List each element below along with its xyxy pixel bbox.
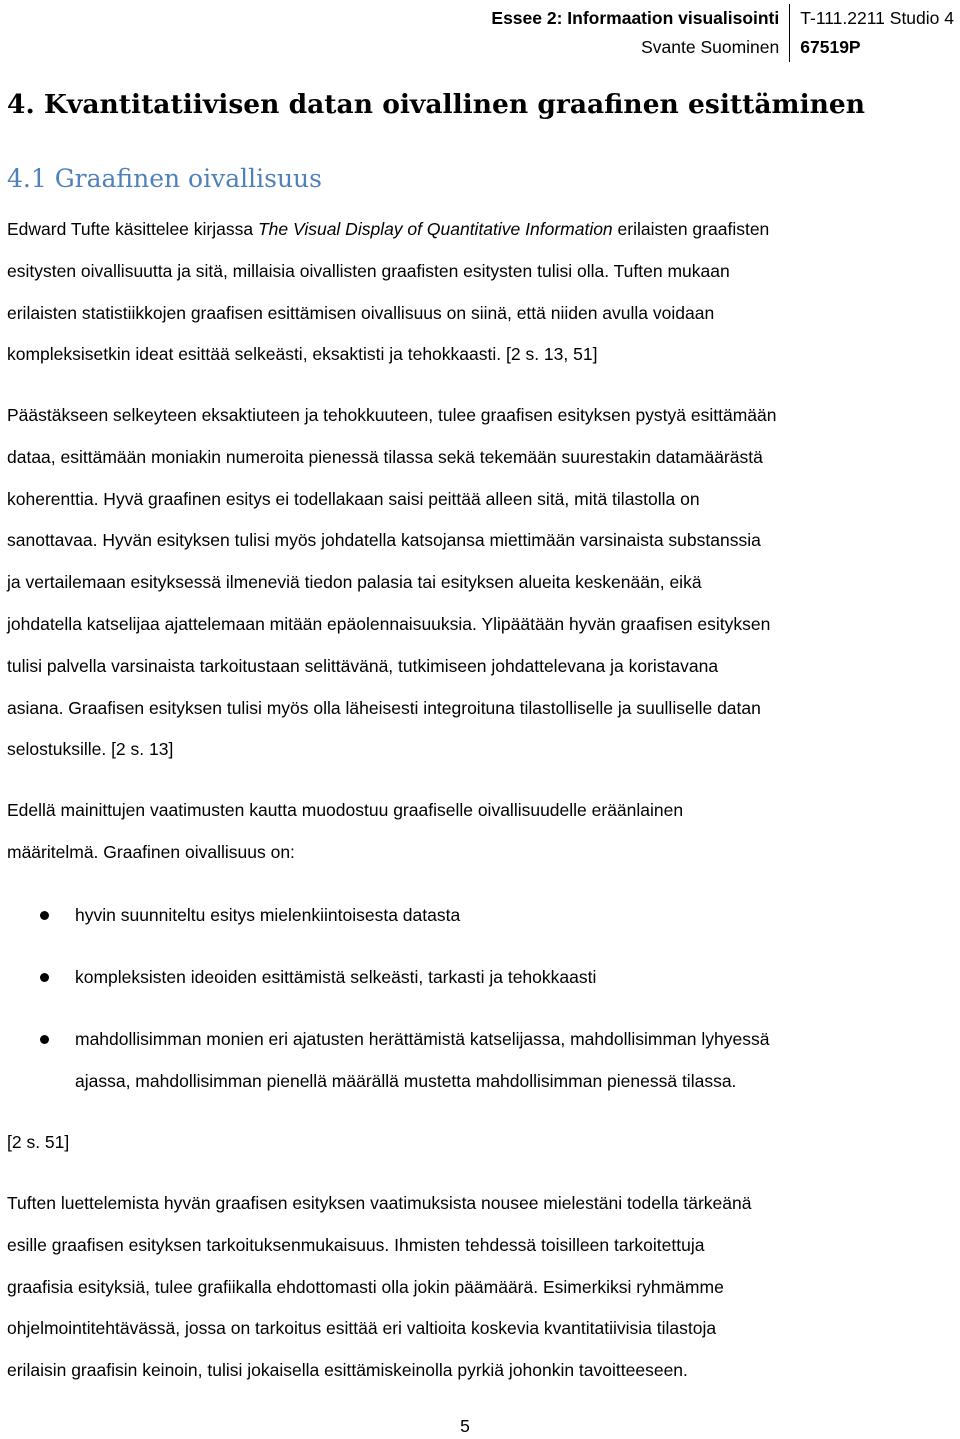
bullet-dot-icon (40, 1035, 49, 1044)
paragraph-1-line: esitysten oivallisuutta ja sitä, millaisia oivallisten graafisten esitysten tulisi olla. Tuften mukaan (7, 260, 730, 281)
paragraph-3-line: Edellä mainittujen vaatimusten kautta muodostuu graafiselle oivallisuudelle eräänlainen (7, 800, 684, 820)
paragraph-1-line (7, 209, 937, 251)
bullet-text: kompleksisten ideoiden esittämistä selkeästi, tarkasti ja tehokkaasti (75, 967, 597, 987)
bullet-text-continued: ajassa, mahdollisimman pienellä määrällä mustetta mahdollisimman pienessä tilassa. (75, 1070, 737, 1091)
paragraph-4-line: ohjelmointitehtävässä, jossa on tarkoitus esittää eri valtioita koskevia kvantitatiivisia tilastoja (7, 1318, 717, 1339)
citation-text: [2 s. 51] (7, 1132, 70, 1152)
paragraph-2-line: koherenttia. Hyvä graafinen esitys ei todellakaan saisi peittää alleen sitä, mitä tilastolla on (7, 488, 700, 509)
paragraph-4-line: graafisia esityksiä, tulee grafiikalla ehdottomasti olla jokin päämäärä. Esimerkiksi ryhmämme (7, 1276, 724, 1297)
paragraph-2-line: sanottavaa. Hyvän esityksen tulisi myös johdatella katsojansa miettimään varsinaista substanssia (7, 530, 761, 551)
book-title: The Visual Display of Quantitative Information (257, 219, 613, 239)
citation (7, 1122, 937, 1164)
paragraph-3-line: määritelmä. Graafinen oivallisuus on: (7, 841, 295, 862)
paragraph-2-line: johdatella katselijaa ajattelemaan mitään epäolennaisuuksia. Ylipäätään hyvän graafisen esityksen (7, 613, 771, 634)
header-title: Essee 2: Informaation visualisointi (491, 8, 780, 28)
paragraph-3 (7, 790, 937, 874)
paragraph-4 (7, 1183, 937, 1392)
paragraph-1-text: Edward Tufte käsittelee kirjassa (7, 219, 258, 239)
subsection-heading: 4.1 Graafinen oivallisuus (7, 164, 322, 193)
paragraph-2-line: selostuksille. [2 s. 13] (7, 739, 174, 760)
paragraph-1-line: kompleksisetkin ideat esittää selkeästi, eksaktisti ja tehokkaasti. [2 s. 13, 51] (7, 344, 598, 365)
paragraph-2-line: ja vertailemaan esityksessä ilmeneviä tiedon palasia tai esityksen alueita keskenään, eikä (7, 572, 702, 593)
paragraph-4-line: erilaisin graafisin keinoin, tulisi jokaisella esittämiskeinolla pyrkiä johonkin tavoitteeseen. (7, 1360, 688, 1381)
paragraph-2-line: tulisi palvella varsinaista tarkoitustaan selittävänä, tutkimiseen johdattelevana ja koristavana (7, 655, 719, 676)
bullet-dot-icon (40, 973, 49, 982)
page-header (491, 4, 954, 62)
bullet-text: mahdollisimman monien eri ajatusten herättämistä katselijassa, mahdollisimman lyhyessä (75, 1029, 770, 1049)
paragraph-2-line: asiana. Graafisen esityksen tulisi myös olla läheisesti integroituna tilastolliselle ja suulliselle datan (7, 697, 761, 718)
header-student-id: 67519P (800, 37, 861, 57)
paragraph-2-line: dataa, esittämään moniakin numeroita pienessä tilassa sekä tekemään suurestakin datamäärästä (7, 446, 763, 467)
section-heading: 4. Kvantitatiivisen datan oivallinen graafinen esittäminen (7, 89, 866, 120)
paragraph-1-text: erilaisten graafisten (612, 219, 770, 239)
paragraph-2-line: Päästäkseen selkeyteen eksaktiuteen ja tehokkuuteen, tulee graafisen esityksen pystyä esittämään (7, 405, 777, 425)
bullet-dot-icon (40, 911, 49, 920)
header-divider (789, 4, 790, 62)
paragraph-2 (7, 395, 937, 771)
paragraph-4-line: esille graafisen esityksen tarkoituksenmukaisuus. Ihmisten tehdessä toisilleen tarkoitettuja (7, 1234, 705, 1255)
paragraph-1-line: erilaisten statistiikkojen graafisen esittämisen oivallisuus on siinä, että niiden avulla voidaan (7, 302, 715, 323)
page-number: 5 (460, 1416, 470, 1436)
header-author: Svante Suominen (641, 37, 780, 57)
paragraph-4-line: Tuften luettelemista hyvän graafisen esityksen vaatimuksista nousee mielestäni todella tärkeänä (7, 1193, 752, 1213)
header-course: T-111.2211 Studio 4 (800, 8, 954, 28)
paragraph-1 (7, 209, 937, 376)
bullet-text: hyvin suunniteltu esitys mielenkiintoisesta datasta (75, 905, 461, 925)
